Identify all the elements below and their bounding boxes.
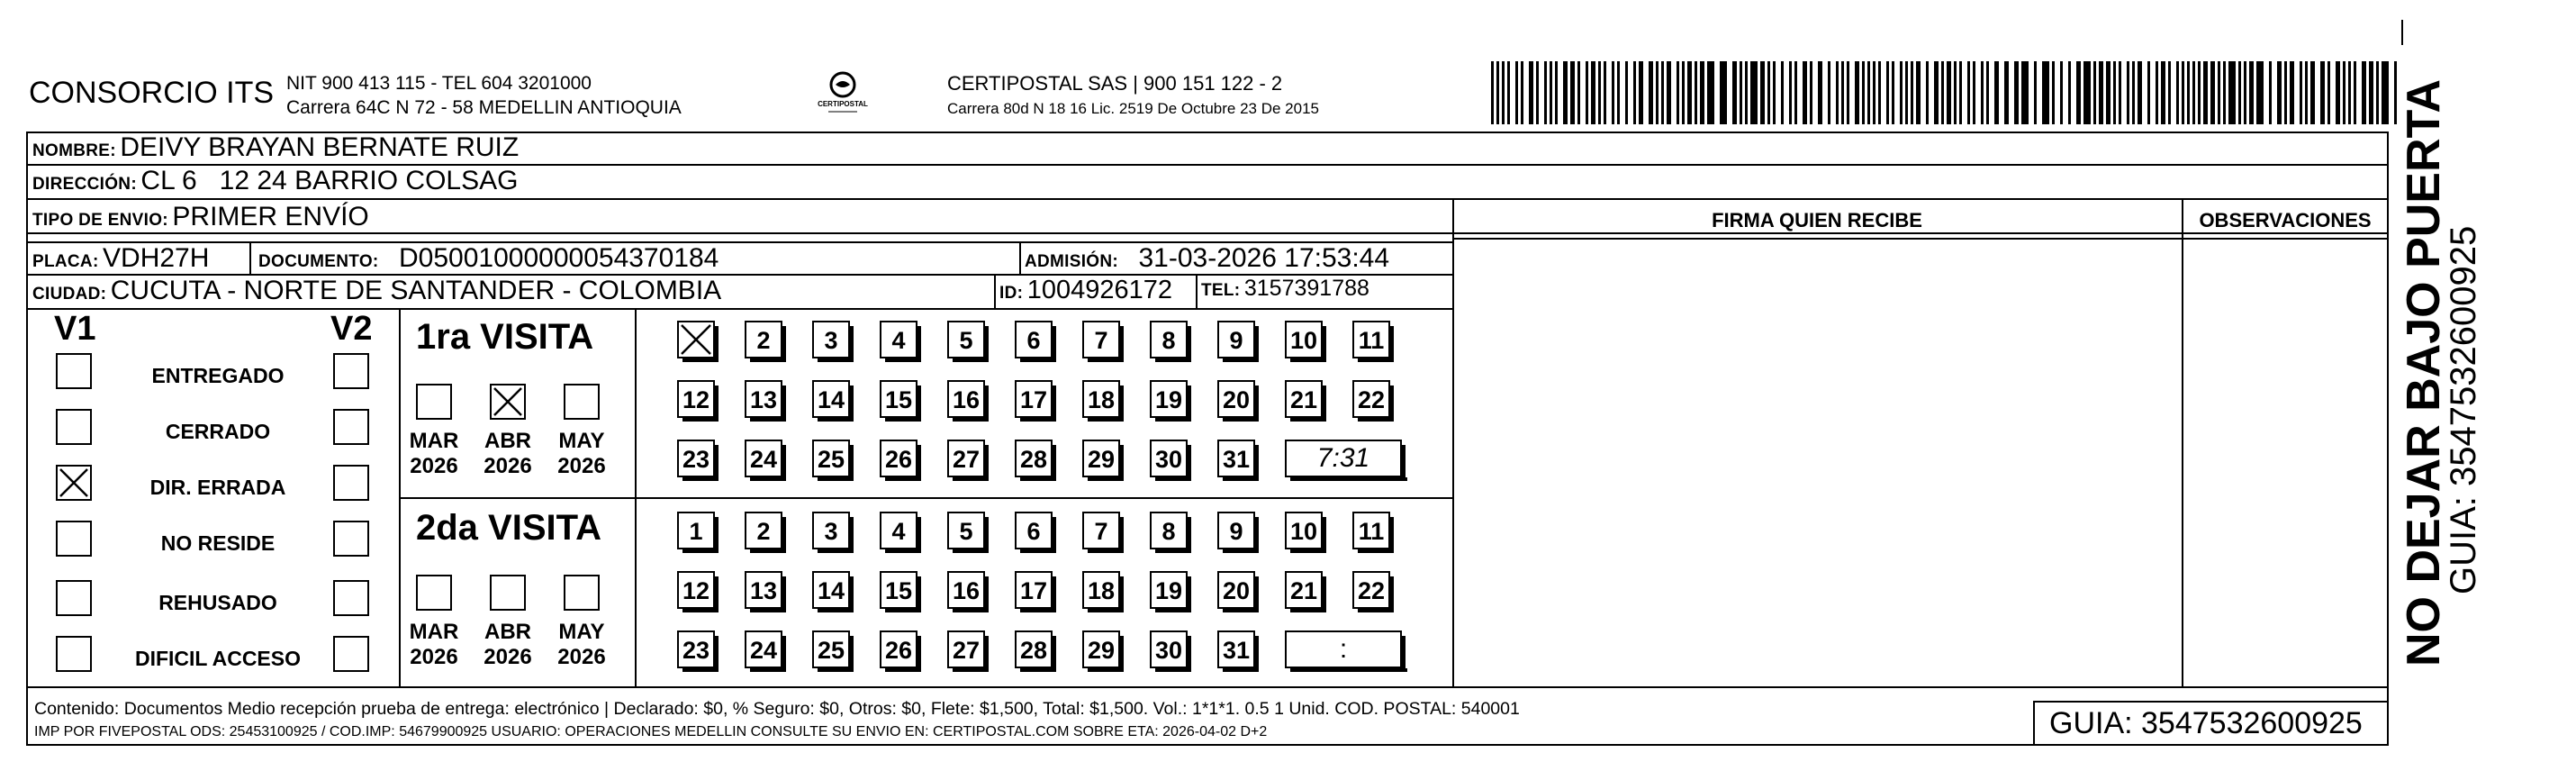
day-box[interactable]: 24 — [745, 630, 782, 668]
day-box[interactable]: 16 — [947, 380, 985, 418]
day-box[interactable]: 21 — [1285, 380, 1323, 418]
day-box[interactable]: 12 — [677, 380, 715, 418]
status-v2-checkbox[interactable] — [333, 409, 369, 445]
day-box[interactable]: 25 — [812, 440, 850, 477]
row-line — [26, 232, 2389, 234]
document-value: D05001000000054370184 — [399, 243, 719, 273]
col-line-admission — [1019, 241, 1021, 274]
day-box[interactable]: 4 — [880, 512, 917, 549]
footer-guia-divider — [2033, 701, 2035, 744]
month-checkbox[interactable] — [490, 575, 526, 611]
day-box[interactable]: 9 — [1217, 512, 1255, 549]
address-label: DIRECCIÓN: — [32, 175, 137, 194]
observations-header: OBSERVACIONES — [2199, 209, 2372, 231]
admission-label: ADMISIÓN: — [1025, 252, 1119, 271]
courier-line-1: CERTIPOSTAL SAS | 900 151 122 - 2 — [947, 72, 1283, 95]
day-box[interactable]: 15 — [880, 571, 917, 609]
address-value: CL 6 12 24 BARRIO COLSAG — [140, 166, 519, 195]
footer-contents: Contenido: Documentos Medio recepción prueba de entrega: electrónico | Declarado: $0, % Seguro: $0, Otros: $0, Flete: $1,500, Total: $1,500. Vol.: 1*1*1. 0.5 1 Unid. COD. POSTAL: 540001 — [34, 699, 1520, 719]
status-v1-checkbox[interactable] — [56, 465, 92, 501]
col-line-observations — [2182, 198, 2183, 686]
id-field — [999, 276, 1172, 305]
ship-type-label: TIPO DE ENVIO: — [32, 211, 168, 230]
month-name: MAY — [558, 429, 605, 453]
day-box[interactable]: 27 — [947, 630, 985, 668]
day-box[interactable]: 11 — [1352, 321, 1390, 358]
status-label: REHUSADO — [158, 591, 277, 614]
month-name: MAR — [409, 620, 459, 644]
id-label: ID: — [999, 284, 1024, 303]
month-name: MAR — [409, 429, 459, 453]
plate-value: VDH27H — [103, 243, 210, 273]
day-box[interactable] — [677, 321, 715, 358]
row-line — [26, 686, 2389, 688]
company-name: CONSORCIO ITS — [29, 76, 275, 110]
status-label: DIFICIL ACCESO — [134, 647, 301, 670]
visit-time-box[interactable]: 7:31 — [1285, 440, 1402, 477]
day-box[interactable]: 18 — [1082, 380, 1120, 418]
day-box[interactable]: 9 — [1217, 321, 1255, 358]
v1-label: V1 — [54, 310, 96, 348]
company-line-2: Carrera 64C N 72 - 58 MEDELLIN ANTIOQUIA — [286, 97, 682, 118]
day-box[interactable]: 13 — [745, 380, 782, 418]
courier-line-2: Carrera 80d N 18 16 Lic. 2519 De Octubre 23 De 2015 — [947, 100, 1319, 117]
col-line-id — [994, 274, 996, 308]
row-line — [1452, 238, 2389, 240]
footer-guia-top — [2033, 701, 2389, 703]
plate-label: PLACA: — [32, 252, 99, 271]
day-box[interactable]: 5 — [947, 321, 985, 358]
status-v2-checkbox[interactable] — [333, 580, 369, 616]
day-box[interactable]: 20 — [1217, 571, 1255, 609]
visit-1-title: 1ra VISITA — [416, 317, 594, 357]
status-v1-checkbox[interactable] — [56, 636, 92, 672]
admission-value: 31-03-2026 17:53:44 — [1138, 243, 1390, 273]
day-box[interactable]: 30 — [1150, 440, 1188, 477]
plate-field — [32, 243, 209, 274]
day-box[interactable]: 28 — [1015, 630, 1053, 668]
document-field — [258, 243, 719, 274]
day-box[interactable]: 6 — [1015, 321, 1053, 358]
day-box[interactable]: 17 — [1015, 380, 1053, 418]
month-checkbox[interactable] — [490, 384, 526, 420]
day-box[interactable]: 30 — [1150, 630, 1188, 668]
visit-divider — [399, 497, 1452, 499]
logo-text: CERTIPOSTAL — [818, 100, 868, 108]
status-v2-checkbox[interactable] — [333, 636, 369, 672]
month-year: 2026 — [557, 645, 606, 669]
day-box[interactable]: 5 — [947, 512, 985, 549]
day-box[interactable]: 29 — [1082, 440, 1120, 477]
notice-no-dejar: NO DEJAR BAJO PUERTA — [2398, 78, 2450, 667]
day-box[interactable]: 24 — [745, 440, 782, 477]
col-line-signature — [1452, 198, 1454, 686]
name-label: NOMBRE: — [32, 141, 116, 160]
day-box[interactable]: 25 — [812, 630, 850, 668]
day-box[interactable]: 17 — [1015, 571, 1053, 609]
day-box[interactable]: 29 — [1082, 630, 1120, 668]
phone-value: 3157391788 — [1243, 276, 1369, 301]
month-checkbox[interactable] — [564, 384, 600, 420]
row-line — [26, 198, 2389, 200]
day-box[interactable]: 15 — [880, 380, 917, 418]
footer-guia: GUIA: 3547532600925 — [2049, 706, 2363, 740]
day-box[interactable]: 27 — [947, 440, 985, 477]
day-box[interactable]: 7 — [1082, 512, 1120, 549]
day-box[interactable]: 2 — [745, 321, 782, 358]
day-box[interactable]: 14 — [812, 380, 850, 418]
month-label — [555, 620, 609, 670]
status-label: DIR. ERRADA — [149, 476, 286, 499]
month-year: 2026 — [484, 645, 532, 669]
month-year: 2026 — [484, 454, 532, 478]
day-box[interactable]: 19 — [1150, 571, 1188, 609]
day-box[interactable]: 12 — [677, 571, 715, 609]
visit-2-title: 2da VISITA — [416, 508, 601, 548]
day-box[interactable]: 1 — [677, 512, 715, 549]
day-box[interactable]: 21 — [1285, 571, 1323, 609]
day-box[interactable]: 18 — [1082, 571, 1120, 609]
top-edge-mark — [2401, 20, 2403, 45]
phone-field — [1201, 276, 1369, 302]
day-box[interactable]: 28 — [1015, 440, 1053, 477]
day-box[interactable]: 19 — [1150, 380, 1188, 418]
month-checkbox[interactable] — [564, 575, 600, 611]
month-checkbox[interactable] — [416, 384, 452, 420]
status-v1-checkbox[interactable] — [56, 521, 92, 557]
ship-type-row — [32, 202, 369, 232]
status-label: CERRADO — [165, 420, 271, 443]
visit-time-box[interactable]: : — [1285, 630, 1402, 668]
company-line-1: NIT 900 413 115 - TEL 604 3201000 — [286, 73, 592, 94]
month-year: 2026 — [557, 454, 606, 478]
row-line — [26, 308, 1452, 310]
day-box[interactable]: 26 — [880, 630, 917, 668]
barcode — [1491, 61, 2400, 124]
day-box[interactable]: 10 — [1285, 321, 1323, 358]
status-v1-checkbox[interactable] — [56, 353, 92, 389]
v2-label: V2 — [330, 310, 373, 348]
day-box[interactable]: 14 — [812, 571, 850, 609]
month-year: 2026 — [410, 454, 458, 478]
ship-type-value: PRIMER ENVÍO — [172, 202, 369, 231]
month-label — [481, 620, 535, 670]
month-year: 2026 — [410, 645, 458, 669]
name-value: DEIVY BRAYAN BERNATE RUIZ — [120, 132, 520, 162]
day-box[interactable]: 16 — [947, 571, 985, 609]
day-box[interactable]: 3 — [812, 512, 850, 549]
day-box[interactable]: 13 — [745, 571, 782, 609]
status-v1-checkbox[interactable] — [56, 409, 92, 445]
month-name: ABR — [484, 620, 531, 644]
month-label — [407, 429, 461, 479]
day-box[interactable]: 23 — [677, 630, 715, 668]
day-box[interactable]: 2 — [745, 512, 782, 549]
month-name: ABR — [484, 429, 531, 453]
day-box[interactable]: 22 — [1352, 571, 1390, 609]
month-checkbox[interactable] — [416, 575, 452, 611]
day-box[interactable]: 4 — [880, 321, 917, 358]
status-v2-checkbox[interactable] — [333, 353, 369, 389]
admission-field — [1025, 243, 1389, 274]
day-box[interactable]: 31 — [1217, 440, 1255, 477]
month-label — [481, 429, 535, 479]
day-box[interactable]: 8 — [1150, 512, 1188, 549]
footer-imp: IMP POR FIVEPOSTAL ODS: 25453100925 / COD.IMP: 54679900925 USUARIO: OPERACIONES MEDELLIN CONSULTE SU ENVIO EN: CERTIPOSTAL.COM SOBRE ETA: 2026-04-02 D+2 — [34, 724, 1268, 739]
day-box[interactable]: 31 — [1217, 630, 1255, 668]
day-box[interactable]: 11 — [1352, 512, 1390, 549]
day-box[interactable]: 6 — [1015, 512, 1053, 549]
day-box[interactable]: 23 — [677, 440, 715, 477]
certipostal-logo — [816, 70, 870, 115]
day-box[interactable]: 20 — [1217, 380, 1255, 418]
col-line-plate — [249, 241, 251, 274]
month-label — [555, 429, 609, 479]
col-line-phone — [1196, 274, 1198, 308]
city-label: CIUDAD: — [32, 285, 107, 304]
document-label: DOCUMENTO: — [258, 252, 379, 271]
signature-header: FIRMA QUIEN RECIBE — [1712, 209, 1922, 231]
day-box[interactable]: 3 — [812, 321, 850, 358]
day-box[interactable]: 8 — [1150, 321, 1188, 358]
side-guia: GUIA: 3547532600925 — [2444, 225, 2483, 594]
phone-label: TEL: — [1201, 281, 1241, 300]
status-label: ENTREGADO — [151, 364, 285, 387]
address-row — [32, 166, 518, 196]
status-v2-checkbox[interactable] — [333, 465, 369, 501]
day-box[interactable]: 22 — [1352, 380, 1390, 418]
month-name: MAY — [558, 620, 605, 644]
status-v1-checkbox[interactable] — [56, 580, 92, 616]
name-row — [32, 132, 519, 163]
status-label: NO RESIDE — [160, 531, 276, 555]
city-field — [32, 276, 721, 306]
day-box[interactable]: 26 — [880, 440, 917, 477]
month-label — [407, 620, 461, 670]
day-box[interactable]: 7 — [1082, 321, 1120, 358]
city-value: CUCUTA - NORTE DE SANTANDER - COLOMBIA — [110, 276, 722, 305]
day-box[interactable]: 10 — [1285, 512, 1323, 549]
id-value: 1004926172 — [1026, 276, 1172, 304]
status-v2-checkbox[interactable] — [333, 521, 369, 557]
